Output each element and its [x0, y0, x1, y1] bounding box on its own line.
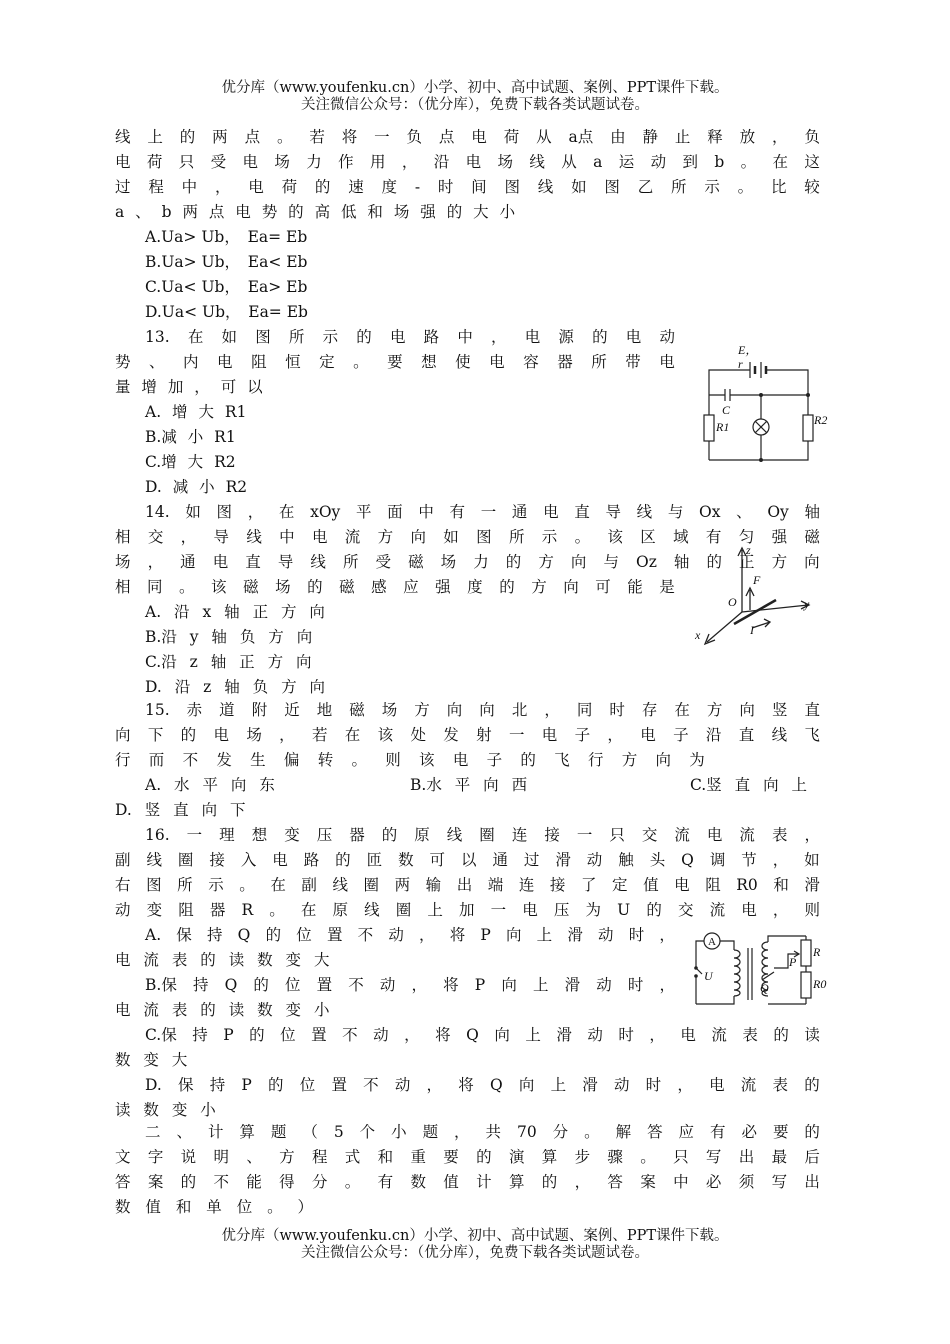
q16-line-1: 16. 一 理 想 变 压 器 的 原 线 圈 连 接 一 只 交 流 电 流 表 ， — [145, 826, 820, 844]
axis-label-y: y — [804, 597, 810, 611]
q15-line-1: 15. 赤 道 附 近 地 磁 场 方 向 向 北 ， 同 时 存 在 方 向 竖 直 — [145, 701, 820, 719]
q14-option-c: C.沿 z 轴 正 方 向 — [145, 653, 312, 671]
footer-line-1: 优分库（www.youfenku.cn）小学、初中、高中试题、案例、PPT课件下载。 — [221, 1228, 729, 1244]
q12-line-2: 电 荷 只 受 电 场 力 作 用 ， 沿 电 场 线 从 a 运 动 到 b 。 在 这 — [115, 153, 820, 171]
axis-label-z: z — [746, 543, 751, 557]
q16-option-d-2: 读 数 变 小 — [115, 1101, 216, 1119]
header-line-1: 优分库（www.youfenku.cn）小学、初中、高中试题、案例、PPT课件下载。 — [221, 80, 729, 96]
q12-line-4: a 、 b 两 点 电 势 的 高 低 和 场 强 的 大 小 — [115, 203, 516, 221]
circuit-label-r: r — [738, 357, 743, 371]
q13-option-d: D. 减 小 R2 — [145, 478, 248, 496]
q16-line-2: 副 线 圈 接 入 电 路 的 匝 数 可 以 通 过 滑 动 触 头 Q 调 节 ， 如 — [115, 851, 820, 869]
q13-option-b: B.减 小 R1 — [145, 428, 236, 446]
resistor-label-r: R — [813, 945, 821, 959]
section2-line-1: 二 、 计 算 题 （ 5 个 小 题 ， 共 70 分 。 解 答 应 有 必 要 的 — [145, 1123, 820, 1141]
q12-option-b: B.Ua> Ub， Ea< Eb — [145, 253, 308, 271]
voltage-label-u: U — [704, 969, 713, 983]
q12-line-1: 线 上 的 两 点 。 若 将 一 负 点 电 荷 从 a点 由 静 止 释 放 ， 负 — [115, 128, 820, 146]
footer-line-2: 关注微信公众号：（优分库），免费下载各类试题试卷。 — [301, 1245, 649, 1261]
q13-option-a: A. 增 大 R1 — [145, 403, 247, 421]
q16-option-b-2: 电 流 表 的 读 数 变 小 — [115, 1001, 330, 1019]
circuit-label-r2: R2 — [814, 413, 828, 427]
q16-option-d-1: D. 保 持 P 的 位 置 不 动 ， 将 Q 向 上 滑 动 时 ， 电 流 表 的 — [145, 1076, 820, 1094]
q12-option-c: C.Ua< Ub， Ea> Eb — [145, 278, 308, 296]
q16-option-b-1: B.保 持 Q 的 位 置 不 动 ， 将 P 向 上 滑 动 时 ， — [145, 976, 675, 994]
q13-line-2: 势 、 内 电 阻 恒 定 。 要 想 使 电 容 器 所 带 电 — [115, 353, 675, 371]
q14-line-1: 14. 如 图 ， 在 xOy 平 面 中 有 一 通 电 直 导 线 与 Ox 、 Oy 轴 — [145, 503, 820, 521]
q12-line-3: 过 程 中 ， 电 荷 的 速 度 - 时 间 图 线 如 图 乙 所 示 。 比 较 — [115, 178, 820, 196]
contact-label-q: Q — [760, 981, 769, 995]
q13-line-3: 量 增 加 ， 可 以 — [115, 378, 263, 396]
q12-option-a: A.Ua> Ub， Ea= Eb — [145, 228, 308, 246]
section2-line-2: 文 字 说 明 、 方 程 式 和 重 要 的 演 算 步 骤 。 只 写 出 最 后 — [115, 1148, 820, 1166]
q15-line-3: 行 而 不 发 生 偏 转 。 则 该 电 子 的 飞 行 方 向 为 — [115, 751, 705, 769]
q16-line-3: 右 图 所 示 。 在 副 线 圈 两 输 出 端 连 接 了 定 值 电 阻 R0 和 滑 — [115, 876, 820, 894]
q14-option-b: B.沿 y 轴 负 方 向 — [145, 628, 313, 646]
q16-line-4: 动 变 阻 器 R 。 在 原 线 圈 上 加 一 电 压 为 U 的 交 流 电 ， 则 — [115, 901, 820, 919]
q15-option-c: C.竖 直 向 上 — [690, 776, 808, 794]
q16-option-a-1: A. 保 持 Q 的 位 置 不 动 ， 将 P 向 上 滑 动 时 ， — [145, 926, 675, 944]
axis-label-f: F — [753, 573, 761, 587]
section2-line-3: 答 案 的 不 能 得 分 。 有 数 值 计 算 的 ， 答 案 中 必 须 写 出 — [115, 1173, 820, 1191]
axis-label-x: x — [695, 628, 701, 642]
transformer-diagram — [688, 928, 828, 1010]
q14-option-d: D. 沿 z 轴 负 方 向 — [145, 678, 326, 696]
q15-option-a: A. 水 平 向 东 — [145, 776, 275, 794]
axes-diagram — [690, 540, 820, 655]
q12-option-d: D.Ua< Ub， Ea= Eb — [145, 303, 308, 321]
q14-line-2: 相 交 ， 导 线 中 电 流 方 向 如 图 所 示 。 该 区 域 有 匀 强 磁 — [115, 528, 820, 546]
q16-option-a-2: 电 流 表 的 读 数 变 大 — [115, 951, 330, 969]
q13-option-c: C.增 大 R2 — [145, 453, 236, 471]
q15-line-2: 向 下 的 电 场 ， 若 在 该 处 发 射 一 电 子 ， 电 子 沿 直 线 飞 — [115, 726, 820, 744]
circuit-diagram — [695, 340, 828, 470]
q13-line-1: 13. 在 如 图 所 示 的 电 路 中 ， 电 源 的 电 动 — [145, 328, 675, 346]
circuit-label-r1: R1 — [716, 420, 730, 434]
header-line-2: 关注微信公众号：（优分库），免费下载各类试题试卷。 — [301, 97, 649, 113]
q15-option-d: D. 竖 直 向 下 — [115, 801, 246, 819]
resistor-label-r0: R0 — [813, 977, 827, 991]
ammeter-label: A — [708, 936, 716, 948]
circuit-label-c: C — [722, 403, 731, 417]
q15-option-b: B.水 平 向 西 — [410, 776, 528, 794]
q16-option-c-2: 数 变 大 — [115, 1051, 188, 1069]
axis-label-o: O — [728, 595, 737, 609]
contact-label-p: P — [789, 955, 797, 969]
circuit-label-e: E， — [738, 343, 758, 357]
q14-line-3: 场 ， 通 电 直 导 线 所 受 磁 场 力 的 方 向 与 Oz 轴 的 正 方 向 — [115, 553, 820, 571]
section2-line-4: 数 值 和 单 位 。 ） — [115, 1198, 314, 1216]
q16-option-c-1: C.保 持 P 的 位 置 不 动 ， 将 Q 向 上 滑 动 时 ， 电 流 表 的 读 — [145, 1026, 820, 1044]
axis-label-i: I — [750, 623, 754, 637]
q14-line-4: 相 同 。 该 磁 场 的 磁 感 应 强 度 的 方 向 可 能 是 — [115, 578, 675, 596]
q14-option-a: A. 沿 x 轴 正 方 向 — [145, 603, 325, 621]
